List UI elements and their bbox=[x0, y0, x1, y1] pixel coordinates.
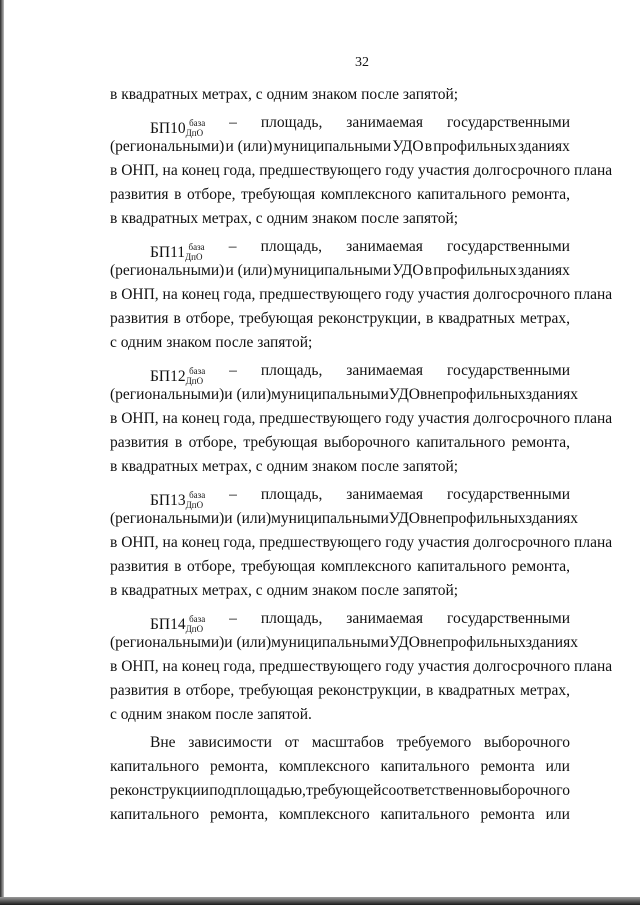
word: комплексного bbox=[278, 806, 370, 823]
definition-bp12-line-2 bbox=[110, 386, 578, 404]
word: капитального bbox=[380, 758, 470, 775]
word: ремонта bbox=[480, 758, 535, 775]
word: отборе, bbox=[185, 682, 235, 699]
word: ремонта, bbox=[511, 434, 570, 451]
word: непрофильных bbox=[427, 634, 526, 651]
word: УДО bbox=[388, 510, 420, 527]
word: – bbox=[229, 362, 237, 379]
word: или bbox=[545, 758, 570, 775]
word: площадь, bbox=[260, 238, 323, 255]
word: – bbox=[229, 114, 237, 131]
word: зданиях bbox=[525, 386, 578, 403]
word: реконструкции, bbox=[318, 682, 422, 699]
word: база bbox=[189, 490, 206, 500]
word: (региональными) bbox=[110, 510, 225, 527]
word: УДО bbox=[388, 634, 420, 651]
page-number: 32 bbox=[355, 55, 369, 70]
word: ДпО bbox=[185, 624, 204, 634]
definition-bp13-line-2 bbox=[110, 510, 578, 528]
definition-bp12-line-5: в квадратных метрах, с одним знаком после запятой; bbox=[110, 458, 459, 475]
word: муниципальными bbox=[271, 386, 389, 403]
word: требующей bbox=[306, 782, 382, 799]
word: выборочного bbox=[483, 734, 570, 751]
word: комплексного bbox=[278, 758, 370, 775]
definition-bp10-line-2 bbox=[110, 138, 570, 156]
word: профильных bbox=[433, 138, 517, 155]
word: реконструкции bbox=[110, 782, 209, 799]
word: требующая bbox=[239, 310, 314, 327]
scan-edge-bottom bbox=[0, 897, 640, 905]
word: занимаемая bbox=[346, 114, 424, 131]
word: государственными bbox=[447, 610, 570, 627]
word: государственными bbox=[447, 362, 570, 379]
definition-bp14-line-4 bbox=[110, 682, 570, 700]
word: (региональными) bbox=[110, 262, 225, 279]
final-paragraph-line-2 bbox=[110, 758, 570, 776]
intro-line: в квадратных метрах, с одним знаком после запятой; bbox=[110, 86, 459, 103]
word: выборочного bbox=[483, 782, 570, 799]
word: в bbox=[173, 310, 181, 327]
definition-bp12-line-3: в ОНП, на конец года, предшествующего году участия долгосрочного плана bbox=[110, 410, 613, 427]
word: государственными bbox=[447, 114, 570, 131]
word: (региональными) bbox=[110, 386, 225, 403]
word: ДпО bbox=[185, 128, 204, 138]
word: занимаемая bbox=[346, 238, 423, 255]
definition-bp13-line-3: в ОНП, на конец года, предшествующего году участия долгосрочного плана bbox=[110, 534, 613, 551]
word: база bbox=[189, 614, 206, 624]
word: – bbox=[229, 486, 237, 503]
word: база bbox=[189, 118, 206, 128]
word: соответственно bbox=[381, 782, 484, 799]
word: капитального bbox=[110, 758, 200, 775]
word: площадь, bbox=[260, 486, 323, 503]
word: ремонта, bbox=[209, 758, 269, 775]
final-paragraph-line-4 bbox=[110, 806, 570, 824]
word: реконструкции, bbox=[318, 310, 422, 327]
word: муниципальными bbox=[271, 634, 389, 651]
word: БП14 bbox=[150, 616, 186, 633]
word: квадратных bbox=[438, 682, 516, 699]
word: УДО bbox=[388, 386, 420, 403]
word: ремонта bbox=[480, 806, 535, 823]
definition-bp11-line-5: с одним знаком после запятой; bbox=[110, 334, 313, 351]
word: ДпО bbox=[185, 376, 204, 386]
definition-bp10-line-5: в квадратных метрах, с одним знаком после запятой; bbox=[110, 210, 459, 227]
word: – bbox=[229, 610, 237, 627]
word: Вне bbox=[150, 734, 176, 751]
word: отборе, bbox=[187, 558, 236, 575]
word: требуемого bbox=[396, 734, 472, 751]
word: зависимости bbox=[188, 734, 272, 751]
word: площадь, bbox=[260, 114, 323, 131]
word: и (или) bbox=[225, 138, 273, 155]
word: муниципальными bbox=[271, 510, 389, 527]
word: УДО bbox=[392, 262, 424, 279]
word: требующая bbox=[239, 682, 314, 699]
definition-bp11-line-3: в ОНП, на конец года, предшествующего году участия долгосрочного плана bbox=[110, 286, 613, 303]
word: занимаемая bbox=[346, 610, 424, 627]
definition-bp10-line-4 bbox=[110, 186, 570, 204]
final-paragraph-line-1 bbox=[150, 734, 570, 752]
word: требующая bbox=[241, 186, 316, 203]
word: площадь, bbox=[260, 362, 323, 379]
word: в bbox=[419, 510, 428, 527]
word: занимаемая bbox=[346, 362, 424, 379]
word: (региональными) bbox=[110, 634, 225, 651]
word: – bbox=[228, 238, 237, 255]
word: развития bbox=[110, 310, 169, 327]
word: требующая bbox=[243, 434, 318, 451]
word: база bbox=[189, 366, 206, 376]
word: в bbox=[419, 634, 428, 651]
definition-bp14-line-3: в ОНП, на конец года, предшествующего году участия долгосрочного плана bbox=[110, 658, 613, 675]
definition-bp13-line-5: в квадратных метрах, с одним знаком после запятой; bbox=[110, 582, 459, 599]
definition-bp11-line-4 bbox=[110, 310, 570, 328]
word: ДпО bbox=[185, 500, 204, 510]
word: метрах, bbox=[520, 682, 570, 699]
word: развития bbox=[110, 434, 169, 451]
word: зданиях bbox=[517, 262, 570, 279]
word: непрофильных bbox=[427, 510, 526, 527]
word: капитального bbox=[110, 806, 200, 823]
word: площадь, bbox=[260, 610, 323, 627]
definition-bp13-line-4 bbox=[110, 558, 570, 576]
word: БП10 bbox=[150, 120, 186, 137]
word: в bbox=[174, 186, 182, 203]
word: УДО bbox=[392, 138, 424, 155]
word: непрофильных bbox=[427, 386, 526, 403]
word: в bbox=[173, 682, 181, 699]
word: в bbox=[424, 262, 433, 279]
word: и (или) bbox=[225, 262, 273, 279]
word: выборочного bbox=[323, 434, 410, 451]
word: и (или) bbox=[224, 386, 272, 403]
definition-bp14-line-5: с одним знаком после запятой. bbox=[110, 706, 312, 723]
definition-bp11-line-2 bbox=[110, 262, 570, 280]
word: база bbox=[188, 242, 205, 252]
word: развития bbox=[110, 558, 169, 575]
word: комплексного bbox=[320, 558, 412, 575]
word: капитального bbox=[380, 806, 470, 823]
word: занимаемая bbox=[346, 486, 424, 503]
word: ремонта, bbox=[511, 558, 570, 575]
word: комплексного bbox=[320, 186, 412, 203]
word: и (или) bbox=[224, 510, 272, 527]
word: капитального bbox=[417, 186, 507, 203]
word: в bbox=[174, 434, 183, 451]
word: отборе, bbox=[185, 310, 235, 327]
word: ремонта, bbox=[209, 806, 269, 823]
word: под bbox=[209, 782, 233, 799]
word: метрах, bbox=[520, 310, 570, 327]
word: зданиях bbox=[525, 510, 578, 527]
word: развития bbox=[110, 186, 169, 203]
word: развития bbox=[110, 682, 169, 699]
word: масштабов bbox=[311, 734, 384, 751]
definition-bp14-line-2 bbox=[110, 634, 578, 652]
word: в bbox=[419, 386, 428, 403]
definition-bp12-line-4 bbox=[110, 434, 570, 452]
word: требующая bbox=[241, 558, 316, 575]
word: ДпО bbox=[185, 252, 203, 262]
word: БП12 bbox=[150, 368, 186, 385]
word: в bbox=[174, 558, 182, 575]
word: муниципальными bbox=[273, 138, 392, 155]
word: государственными bbox=[447, 486, 570, 503]
final-paragraph-line-3 bbox=[110, 782, 570, 800]
word: в bbox=[424, 138, 433, 155]
scan-edge-left bbox=[0, 0, 4, 905]
word: в bbox=[426, 682, 434, 699]
word: БП11 bbox=[150, 244, 186, 261]
word: ремонта, bbox=[511, 186, 570, 203]
word: квадратных bbox=[438, 310, 516, 327]
word: зданиях bbox=[517, 138, 570, 155]
word: отборе, bbox=[187, 186, 236, 203]
word: капитального bbox=[417, 558, 507, 575]
definition-bp10-line-3: в ОНП, на конец года, предшествующего году участия долгосрочного плана bbox=[110, 162, 613, 179]
word: от bbox=[284, 734, 299, 751]
word: отборе, bbox=[188, 434, 238, 451]
word: (региональными) bbox=[110, 138, 225, 155]
word: площадью, bbox=[232, 782, 306, 799]
word: капитального bbox=[416, 434, 506, 451]
word: или bbox=[545, 806, 570, 823]
word: государственными bbox=[447, 238, 570, 255]
word: в bbox=[426, 310, 434, 327]
word: профильных bbox=[433, 262, 517, 279]
word: муниципальными bbox=[273, 262, 392, 279]
word: БП13 bbox=[150, 492, 186, 509]
word: зданиях bbox=[525, 634, 578, 651]
word: и (или) bbox=[224, 634, 272, 651]
